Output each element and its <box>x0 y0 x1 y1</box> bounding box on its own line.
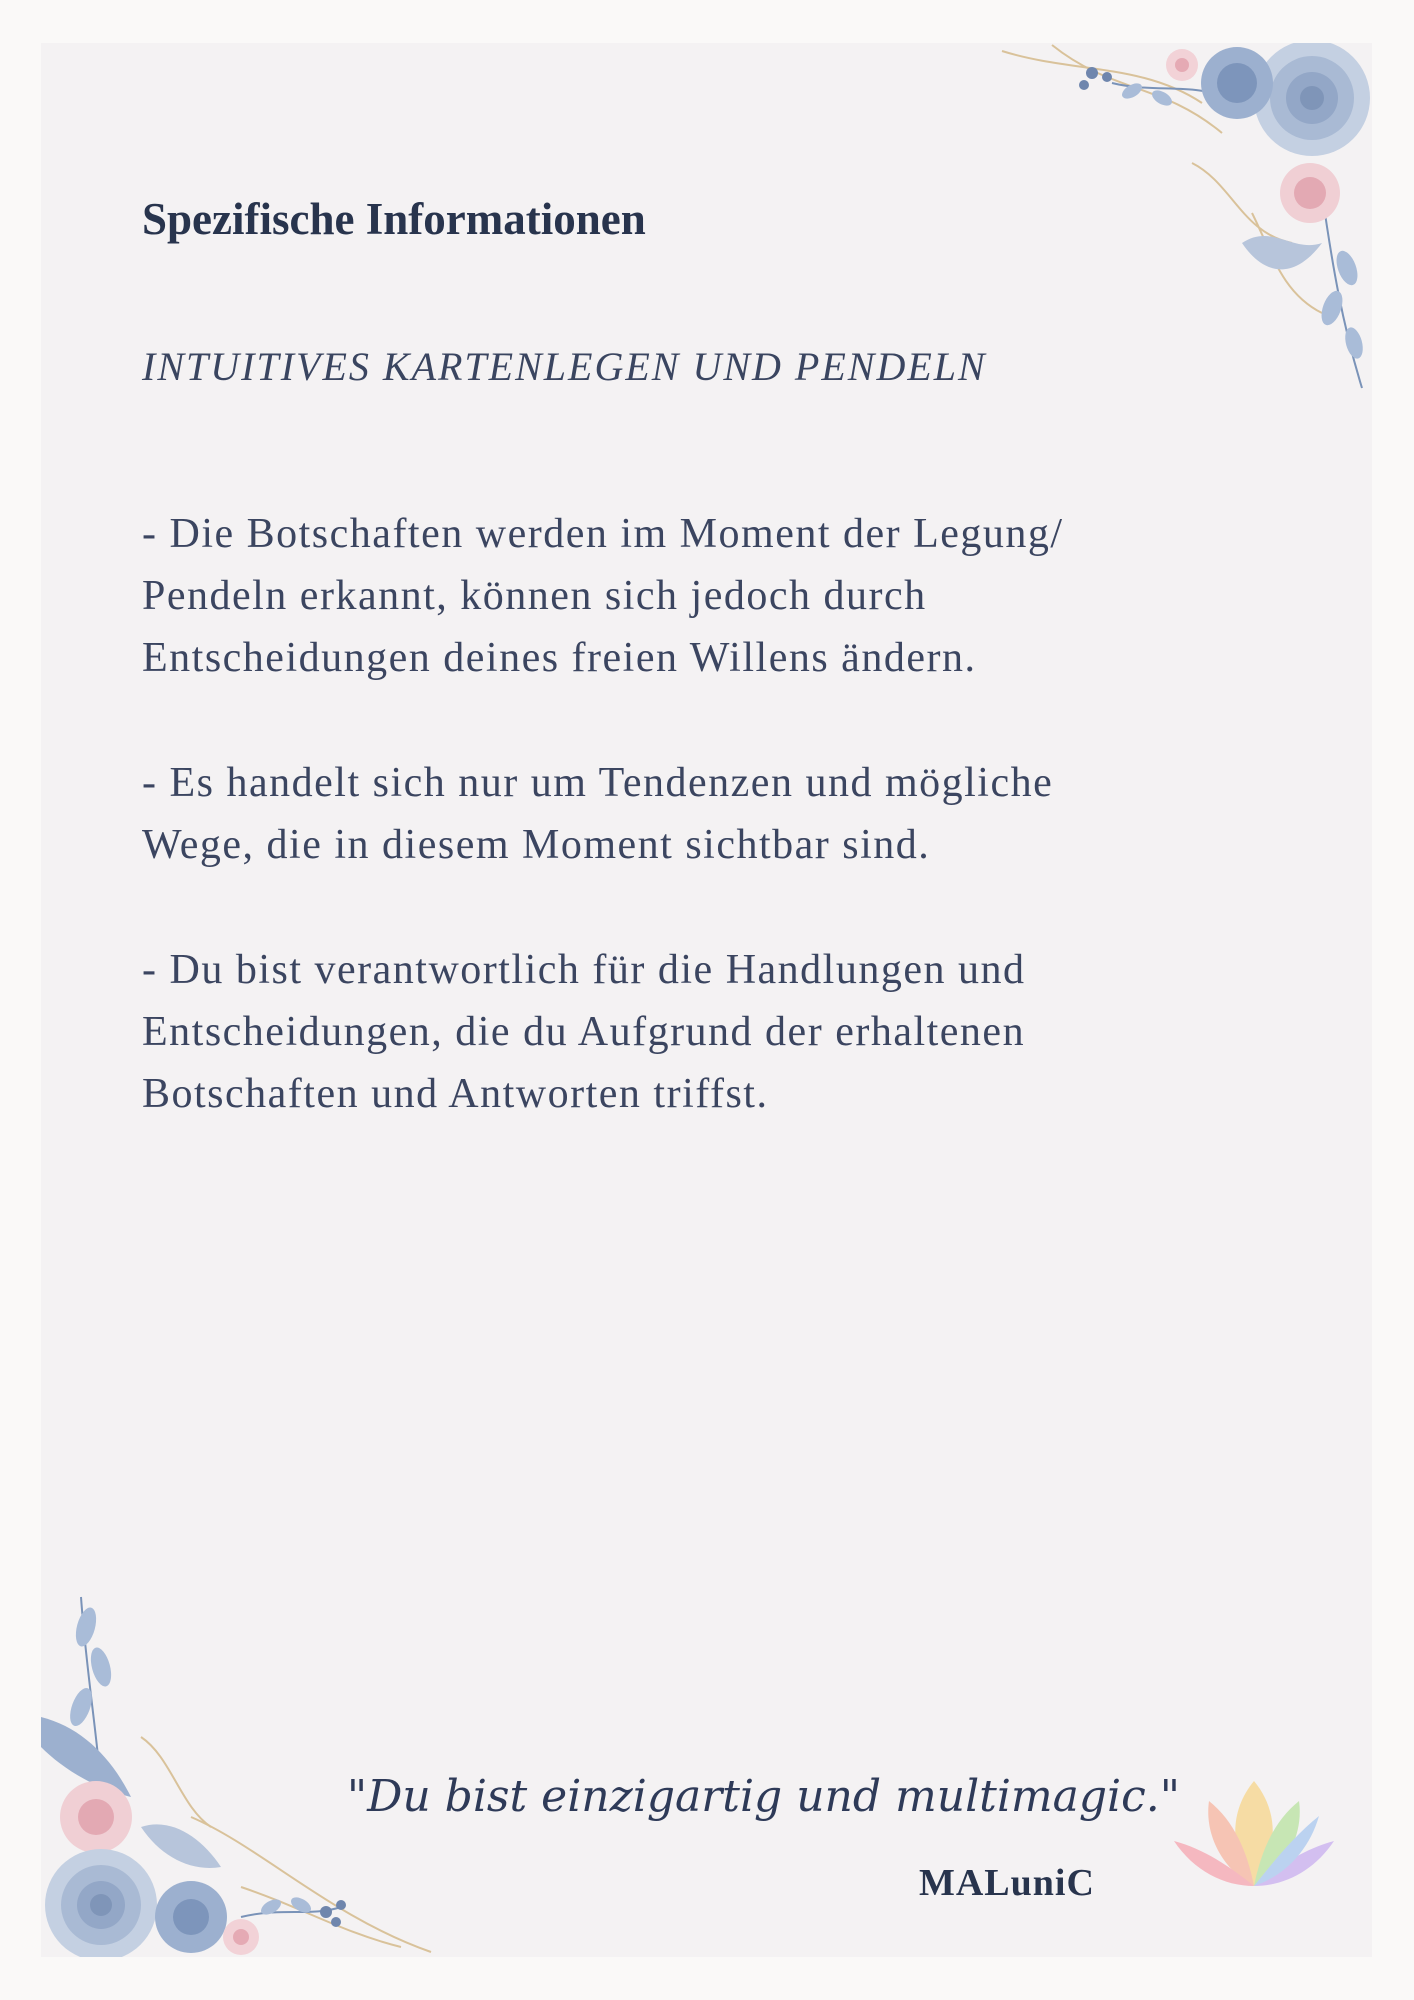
paragraph-2 <box>142 752 1242 876</box>
paragraph-line: - Die Botschaften werden im Moment der Legung/ <box>142 511 1064 557</box>
paragraph-line: Pendeln erkannt, können sich jedoch durch <box>142 573 927 619</box>
paragraph-1 <box>142 503 1242 689</box>
page-title: Spezifische Informationen <box>142 194 646 244</box>
document-page <box>41 43 1372 1957</box>
paragraph-line: Wege, die in diesem Moment sichtbar sind. <box>142 822 931 868</box>
paragraph-line: - Es handelt sich nur um Tendenzen und mögliche <box>142 760 1054 806</box>
signature: MALuniC <box>919 1862 1095 1904</box>
paragraph-line: - Du bist verantwortlich für die Handlungen und <box>142 947 1026 993</box>
paragraph-line: Botschaften und Antworten triffst. <box>142 1071 769 1117</box>
paragraph-line: Entscheidungen deines freien Willens ändern. <box>142 635 977 681</box>
paragraph-3 <box>142 939 1242 1125</box>
section-heading: INTUITIVES KARTENLEGEN UND PENDELN <box>142 344 987 389</box>
floral-corner-bottom-left-icon <box>41 1587 441 1957</box>
floral-corner-top-right-icon <box>992 43 1372 403</box>
lotus-logo-icon <box>1169 1771 1339 1901</box>
paragraph-line: Entscheidungen, die du Aufgrund der erhaltenen <box>142 1009 1026 1055</box>
closing-quote: "Du bist einzigartig und multimagic." <box>346 1771 1180 1822</box>
